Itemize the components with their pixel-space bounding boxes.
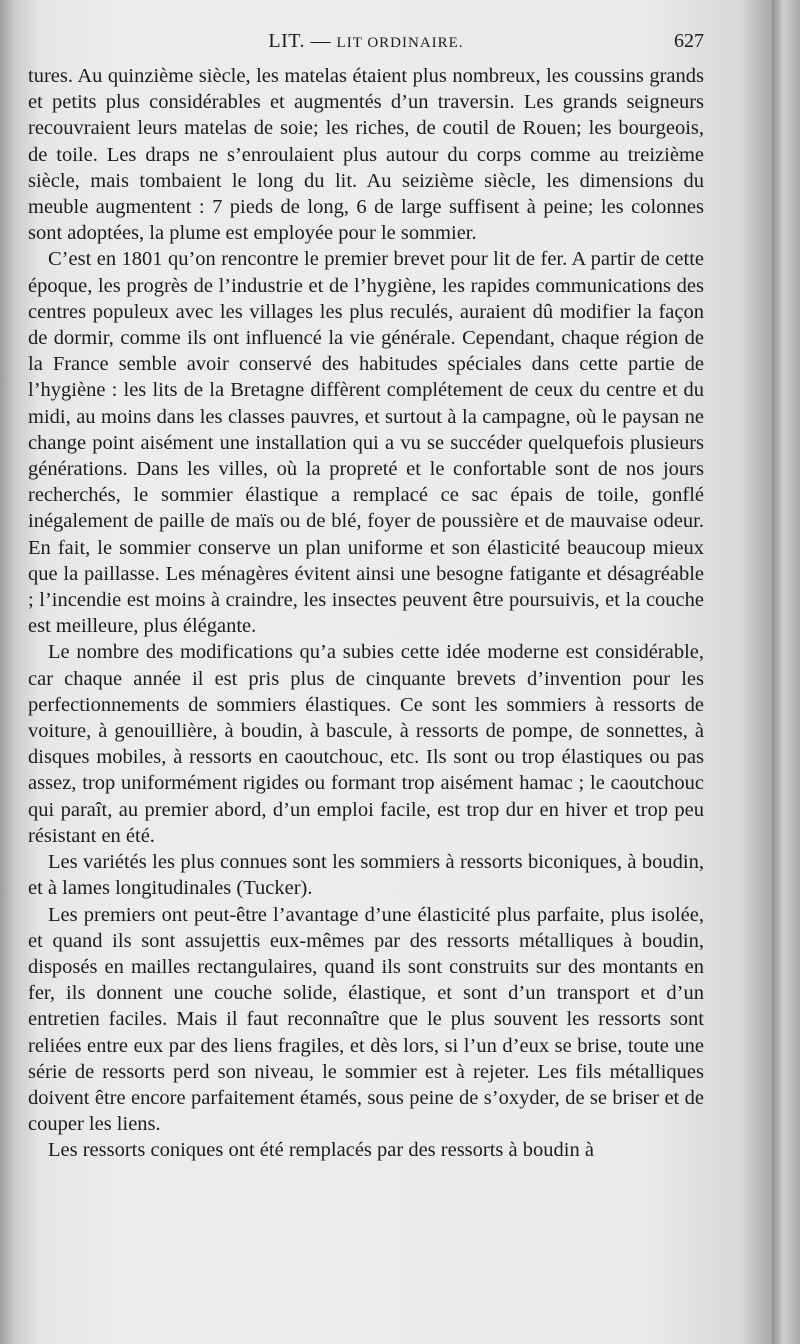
paragraph-6: Les ressorts coniques ont été remplacés par des ressorts à boudin à [48, 1139, 594, 1162]
paragraph-5: Les premiers ont peut-être l’avantage d’une élasticité plus parfaite, plus isolée, et quand ils sont assujettis eux-mêmes par des ressorts métalliques à boudin, disposés en mailles rectangulaires, quand ils sont construits sur des montants en fer, ils donnent une couche solide, élastique, et sont d’un transport et d’un entretien faciles. Mais il faut reconnaître que le plus souvent les ressorts sont reliées entre eux par des liens fragiles, et dès lors, si l’un d’eux se brise, toute une série de ressorts perd son niveau, le sommier est à rejeter. Les fils métalliques doivent être encore parfaitement étamés, sous peine de s’oxyder, de se briser et de couper les liens. [28, 903, 704, 1136]
paragraph-1: tures. Au quinzième siècle, les matelas étaient plus nombreux, les coussins grands et petits plus considérables et augmentés d’un traversin. Les grands seigneurs recouvraient leurs matelas de soie; les riches, de coutil de Rouen; les bourgeois, de toile. Les draps ne s’enroulaient plus autour du corps comme au treizième siècle, mais tombaient le long du lit. Au seizième siècle, les dimensions du meuble augmentent : 7 pieds de long, 6 de large suffisent à peine; les colonnes sont adoptées, la plume est employée pour le sommier. [28, 65, 704, 245]
running-title: LIT. — LIT ORDINAIRE. [268, 30, 464, 52]
running-header [28, 28, 704, 58]
body-text [28, 63, 704, 1164]
page-edge [772, 0, 800, 1344]
paragraph-2: C’est en 1801 qu’on rencontre le premier brevet pour lit de fer. A partir de cette époque, les progrès de l’industrie et de l’hygiène, les rapides communications des centres populeux avec les villages les plus reculés, auraient dû modifier la façon de dormir, comme ils ont influencé la vie générale. Cependant, chaque région de la France semble avoir conservé des habitudes spéciales dans cette partie de l’hygiène : les lits de la Bretagne diffèrent complétement de ceux du centre et du midi, au moins dans les classes pauvres, et surtout à la campagne, où le paysan ne change point aisément une installation qui a vu se succéder quelquefois plusieurs générations. Dans les villes, où la propreté et le confortable sont de nos jours recherchés, le sommier élastique a remplacé ce sac épais de toile, gonflé inégalement de paille de maïs ou de blé, foyer de poussière et de mauvaise odeur. En fait, le sommier conserve un plan uniforme et son élasticité beaucoup mieux que la paillasse. Les ménagères évitent ainsi une besogne fatigante et désagréable ; l’incendie est moins à craindre, les insectes peuvent être poursuivis, et la couche est meilleure, plus élégante. [28, 248, 704, 638]
paragraph-3: Le nombre des modifications qu’a subies cette idée moderne est considérable, car chaque année il est pris plus de cinquante brevets d’invention pour les perfectionnements de sommiers élastiques. Ce sont les sommiers à ressorts de voiture, à genouillière, à boudin, à bascule, à ressorts de pompe, de sonnettes, à disques mobiles, à ressorts en caoutchouc, etc. Ils sont ou trop élastiques ou pas assez, trop uniformément rigides ou formant trop aisément hamac ; le caoutchouc qui paraît, au premier abord, d’un emploi facile, est trop dur en hiver et trop peu résistant en été. [28, 641, 704, 847]
running-subtitle: LIT ORDINAIRE. [336, 35, 464, 51]
paragraph-4: Les variétés les plus connues sont les sommiers à ressorts biconiques, à boudin, et à lames longitudinales (Tucker). [28, 851, 704, 900]
page-number: 627 [674, 30, 704, 52]
